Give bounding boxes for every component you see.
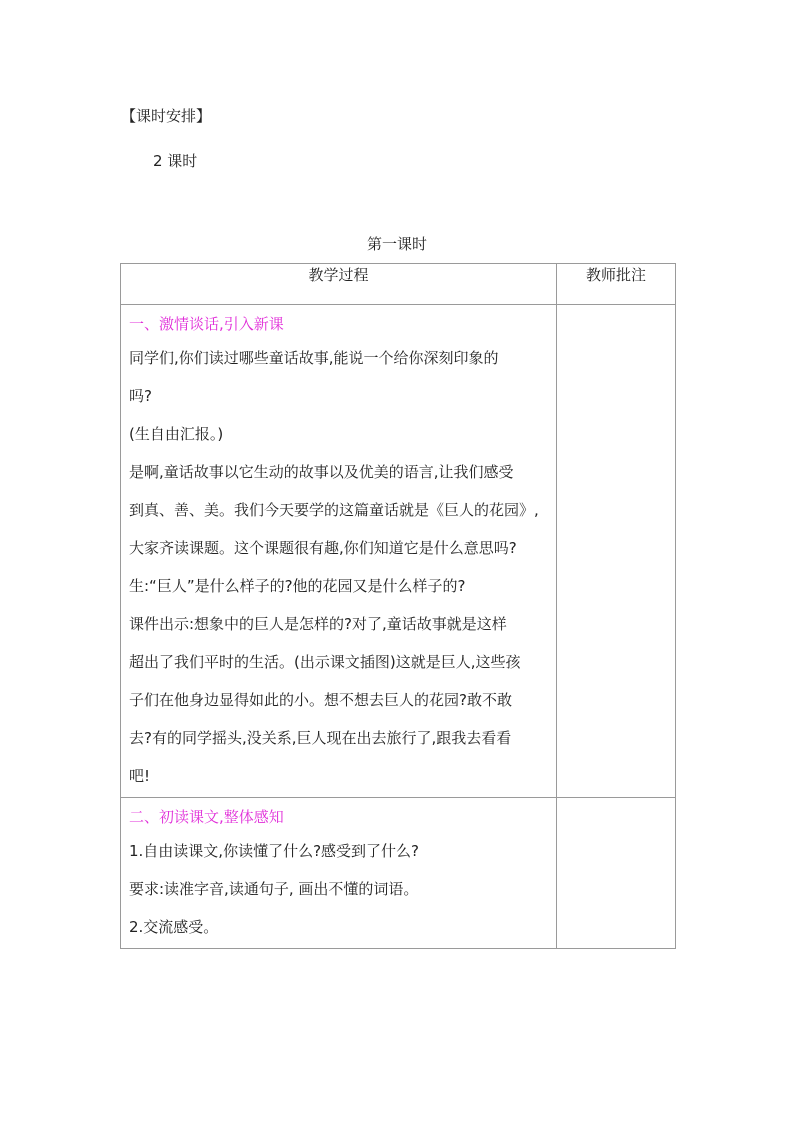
lesson-title: 第一课时 bbox=[366, 235, 427, 253]
header-teacher-notes: 教师批注 bbox=[557, 264, 676, 305]
text-line: 去?有的同学摇头,没关系,巨人现在出去旅行了,跟我去看看 bbox=[129, 729, 512, 747]
notes-cell-part1 bbox=[557, 305, 676, 798]
part1-heading: 一、激情谈话,引入新课 bbox=[129, 315, 284, 333]
process-cell-part2 bbox=[121, 798, 557, 949]
text-line: 吗? bbox=[129, 387, 152, 405]
table-header-row bbox=[121, 264, 676, 305]
lesson-hours: 2 课时 bbox=[153, 152, 198, 170]
section-heading: 【课时安排】 bbox=[121, 107, 212, 125]
text-line: 超出了我们平时的生活。(出示课文插图)这就是巨人,这些孩 bbox=[129, 653, 521, 671]
text-line: 课件出示:想象中的巨人是怎样的?对了,童话故事就是这样 bbox=[129, 615, 507, 633]
text-line: 吧! bbox=[129, 767, 151, 785]
table-row bbox=[121, 798, 676, 949]
text-line: (生自由汇报。) bbox=[129, 425, 224, 443]
part2-heading: 二、初读课文,整体感知 bbox=[129, 808, 284, 826]
process-cell-part1 bbox=[121, 305, 557, 798]
text-line: 1.自由读课文,你读懂了什么?感受到了什么? bbox=[129, 842, 420, 860]
text-line: 到真、善、美。我们今天要学的这篇童话就是《巨人的花园》, bbox=[129, 501, 539, 519]
text-line: 是啊,童话故事以它生动的故事以及优美的语言,让我们感受 bbox=[129, 463, 514, 481]
lesson-plan-table bbox=[120, 263, 676, 949]
text-line: 生:“巨人”是什么样子的?他的花园又是什么样子的? bbox=[129, 577, 466, 595]
header-teaching-process: 教学过程 bbox=[121, 264, 557, 305]
text-line: 要求:读准字音,读通句子, 画出不懂的词语。 bbox=[129, 880, 419, 898]
notes-cell-part2 bbox=[557, 798, 676, 949]
text-line: 子们在他身边显得如此的小。想不想去巨人的花园?敢不敢 bbox=[129, 691, 512, 709]
text-line: 2.交流感受。 bbox=[129, 918, 219, 936]
table-row bbox=[121, 305, 676, 798]
text-line: 大家齐读课题。这个课题很有趣,你们知道它是什么意思吗? bbox=[129, 539, 517, 557]
text-line: 同学们,你们读过哪些童话故事,能说一个给你深刻印象的 bbox=[129, 349, 499, 367]
